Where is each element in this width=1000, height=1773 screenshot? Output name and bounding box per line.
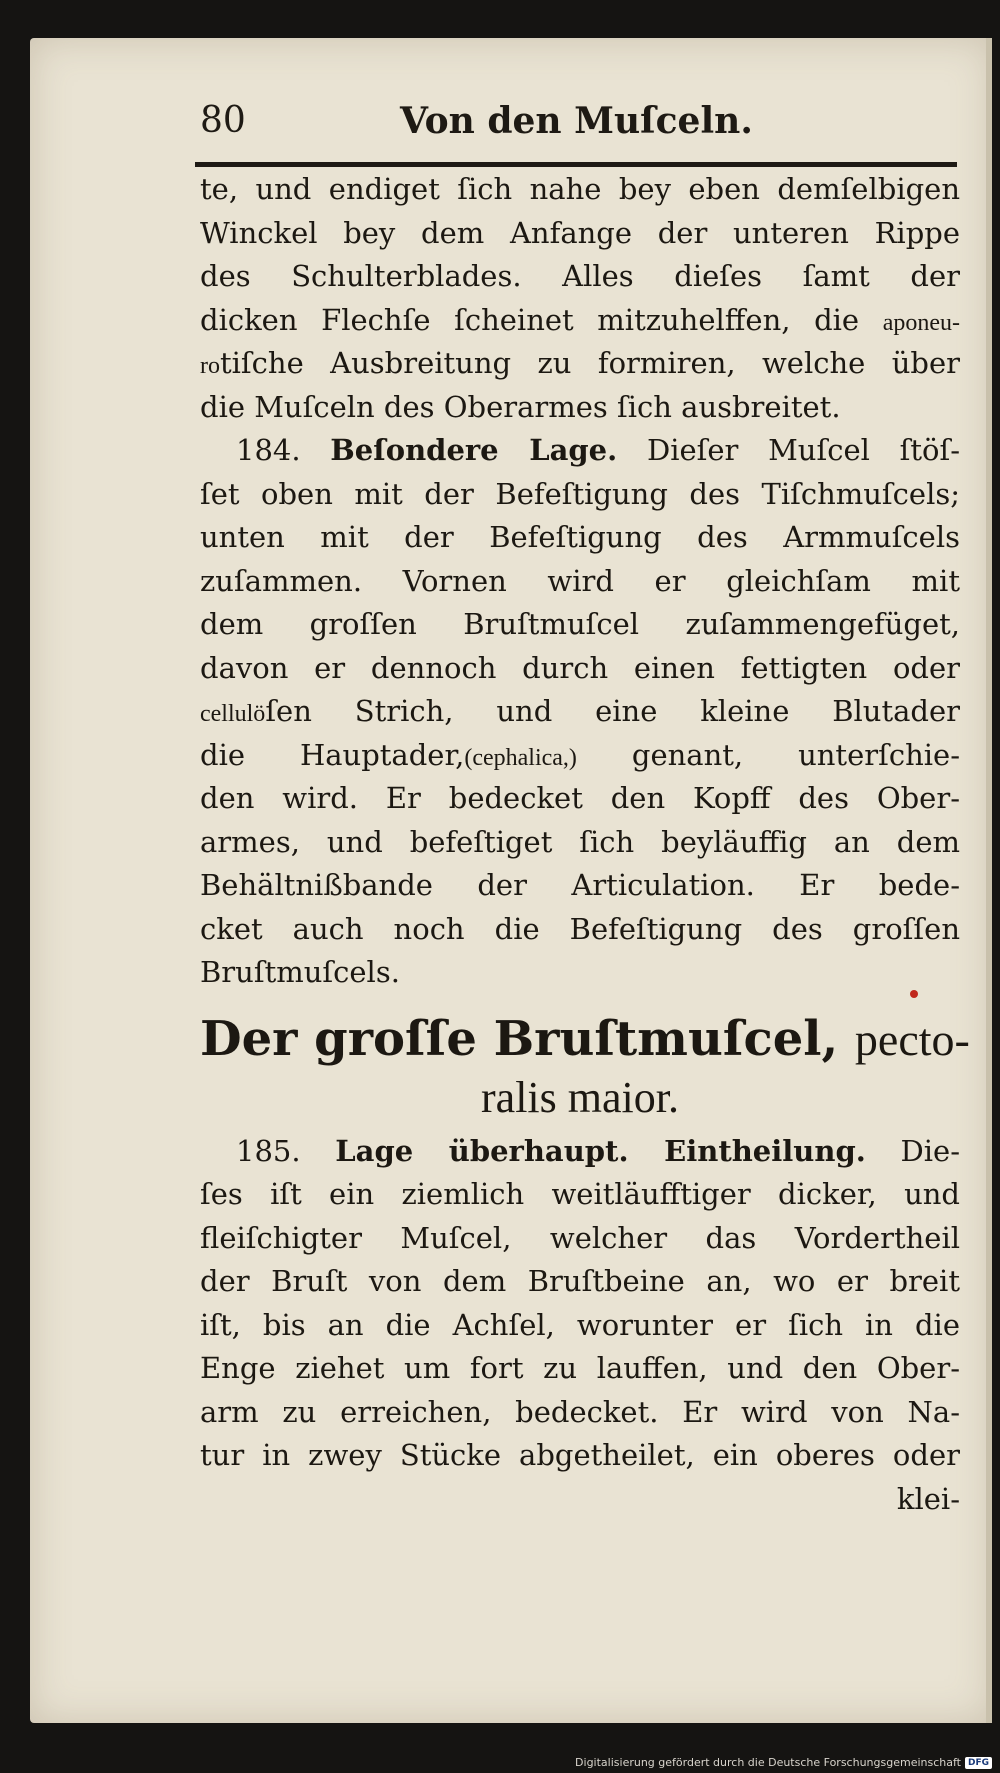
section-title-german: Der groſſe Bruſtmuſcel, xyxy=(200,1010,839,1067)
paragraph-number: 185. xyxy=(236,1133,301,1168)
latin-term: aponeu- xyxy=(882,309,960,336)
text-line: ſet oben mit der Befeſtigung des Tiſchmuſcels; xyxy=(200,476,960,511)
latin-term: (cephalica,) xyxy=(464,744,577,771)
text-line: den wird. Er bedecket den Kopff des Ober- xyxy=(200,781,960,815)
credit-text: Digitalisierung gefördert durch die Deutsche Forschungsgemeinschaft xyxy=(575,1756,961,1769)
text-fragment: genant, unterſchie- xyxy=(631,737,960,772)
text-line: Behältnißbande der Articulation. Er bede- xyxy=(200,868,960,902)
text-line: zuſammen. Vornen wird er gleichſam mit xyxy=(200,563,960,598)
text-fragment: dicken Flechſe ſcheinet mitzuhelffen, die xyxy=(200,302,860,337)
latin-term: cellulö xyxy=(200,701,266,727)
page-edge xyxy=(986,38,992,1723)
text-line: der Bruſt von dem Bruſtbeine an, wo er breit xyxy=(200,1264,960,1298)
section-title xyxy=(200,1009,970,1070)
text-line: Bruſtmuſcels. xyxy=(200,955,400,989)
text-line: fleiſchigter Muſcel, welcher das Vordertheil xyxy=(200,1220,960,1255)
text-line xyxy=(200,342,960,386)
text-line: cket auch noch die Befeſtigung des groſſen xyxy=(200,911,960,946)
text-line xyxy=(200,734,960,778)
text-fragment: Dieſer Muſcel ſtöſ- xyxy=(646,433,960,467)
text-line: des Schulterblades. Alles dieſes ſamt der xyxy=(200,259,960,293)
text-line: te, und endiget ſich nahe bey eben demſelbigen xyxy=(200,172,960,206)
red-ink-dot xyxy=(910,990,918,998)
text-line: die Muſceln des Oberarmes ſich ausbreitet. xyxy=(200,389,841,424)
text-line: davon er dennoch durch einen fettigten oder xyxy=(200,650,960,685)
text-line: ſes iſt ein ziemlich weitläufftiger dicker, und xyxy=(200,1177,960,1211)
text-line: arm zu erreichen, bedecket. Er wird von Na- xyxy=(200,1394,960,1429)
paragraph-185-start xyxy=(200,1130,960,1174)
text-fragment: tiſche Ausbreitung zu formiren, welche über xyxy=(220,346,960,380)
text-line: Enge ziehet um fort zu lauffen, und den Ober- xyxy=(200,1351,960,1385)
section-title-latin: pecto- xyxy=(854,1013,970,1065)
section-subtitle: ralis maior. xyxy=(481,1072,679,1122)
paragraph-number: 184. xyxy=(236,433,301,467)
paragraph-184-start xyxy=(200,429,960,473)
paragraph-heading: Beſondere Lage. xyxy=(330,433,618,467)
paragraph-heading: Lage überhaupt. Eintheilung. xyxy=(335,1133,866,1168)
page-number: 80 xyxy=(200,100,246,141)
catchword: klei- xyxy=(896,1481,960,1516)
text-line: dem groſſen Bruſtmuſcel zuſammengefüget, xyxy=(200,607,960,641)
text-line: armes, und befeſtiget ſich beyläuffig an dem xyxy=(200,824,960,859)
text-fragment: die Hauptader, xyxy=(200,737,465,772)
latin-term: ro xyxy=(200,353,220,379)
running-head: Von den Muſceln. xyxy=(400,100,753,142)
text-line: Winckel bey dem Anfange der unteren Rippe xyxy=(200,215,960,250)
text-fragment: ſen Strich, und eine kleine Blutader xyxy=(265,694,960,728)
page-body xyxy=(200,168,970,1521)
page-header xyxy=(200,100,956,150)
text-line xyxy=(200,299,960,343)
text-line: unten mit der Befeſtigung des Armmuſcels xyxy=(200,520,960,554)
text-fragment: Die- xyxy=(900,1133,960,1168)
digitization-credit xyxy=(575,1756,992,1769)
header-rule xyxy=(195,162,957,167)
text-line xyxy=(200,690,960,734)
text-line: tur in zwey Stücke abgetheilet, ein oberes oder xyxy=(200,1438,960,1472)
dfg-logo-icon: DFG xyxy=(965,1757,992,1769)
text-line: iſt, bis an die Achſel, worunter er ſich in die xyxy=(200,1307,960,1342)
